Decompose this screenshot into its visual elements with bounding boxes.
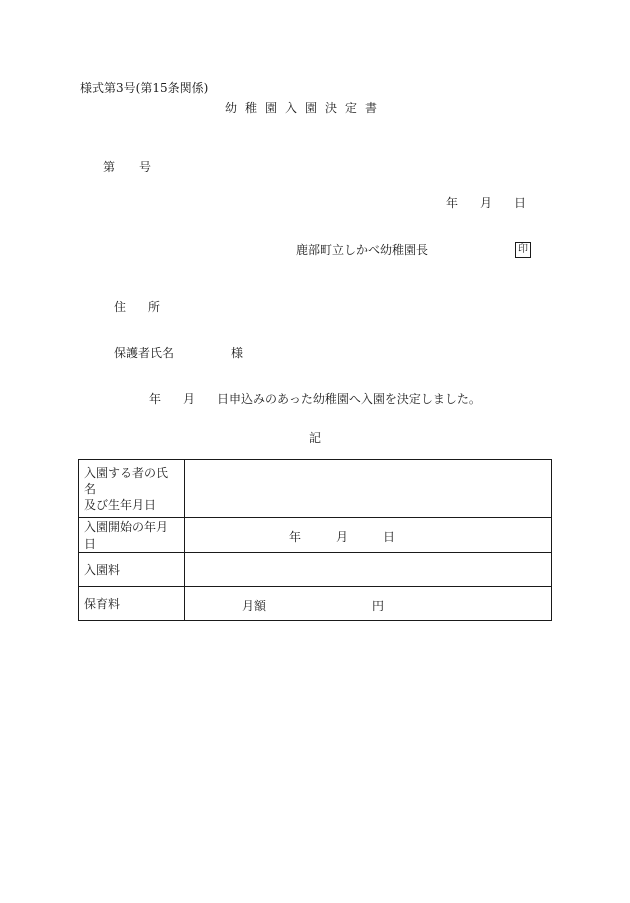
date-year: 年: [446, 196, 459, 210]
form-number: 様式第3号(第15条関係): [80, 81, 209, 95]
admission-fee-value: [185, 553, 552, 587]
monthly-amount-label: 月額: [242, 598, 267, 613]
table-row: [79, 553, 552, 587]
seal-mark: 印: [515, 242, 531, 258]
start-date-year: 年: [289, 530, 302, 544]
date-month: 月: [480, 196, 493, 210]
address-label-part1: 住: [114, 300, 127, 314]
start-date-month: 月: [336, 530, 349, 544]
start-date-day: 日: [383, 530, 396, 544]
issue-number: [103, 161, 151, 173]
childcare-fee-value: [185, 587, 552, 621]
table-row: [79, 587, 552, 621]
document-title: 幼稚園入園決定書: [225, 101, 386, 115]
honorific: 様: [231, 346, 244, 360]
child-name-label-line1: 入園する者の氏名: [84, 465, 169, 496]
admission-fee-label: 入園料: [79, 553, 185, 587]
start-date-value: [185, 518, 552, 553]
child-name-birth-value: [185, 460, 552, 518]
decision-statement: [149, 393, 481, 405]
decision-month: 月: [183, 392, 196, 406]
childcare-fee-label: 保育料: [79, 587, 185, 621]
ki-heading: 記: [309, 431, 322, 445]
date-day: 日: [514, 196, 527, 210]
child-name-label-line2: 及び生年月日: [84, 497, 157, 512]
issuer-name: 鹿部町立しかべ幼稚園長: [296, 243, 429, 257]
address-label: [114, 301, 160, 313]
table-row: [79, 460, 552, 518]
decision-rest: 日申込みのあった幼稚園へ入園を決定しました。: [217, 392, 481, 406]
table-row: [79, 518, 552, 553]
child-name-birth-label: [79, 460, 185, 518]
details-table: [78, 459, 552, 621]
issue-number-prefix: 第: [103, 160, 116, 174]
start-date-label: 入園開始の年月日: [79, 518, 185, 553]
issue-date: [446, 197, 526, 209]
decision-year: 年: [149, 392, 162, 406]
yen-label: 円: [372, 598, 385, 613]
issue-number-suffix: 号: [139, 160, 152, 174]
address-label-part2: 所: [148, 300, 161, 314]
guardian-name-label: 保護者氏名: [114, 346, 175, 360]
